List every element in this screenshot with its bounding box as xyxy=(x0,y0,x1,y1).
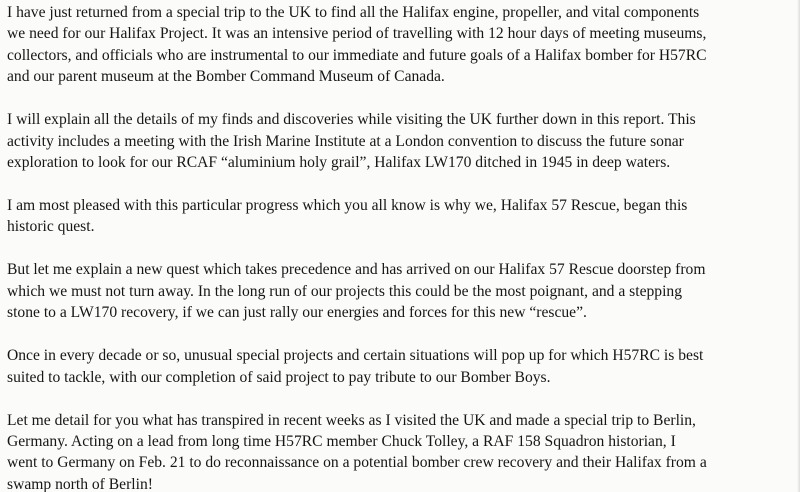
text-line: went to Germany on Feb. 21 to do reconnaissance on a potential bomber crew recovery and their Halifax from a xyxy=(7,454,707,472)
text-line: I will explain all the details of my finds and discoveries while visiting the UK further down in this report. This xyxy=(7,111,696,129)
text-line: and our parent museum at the Bomber Command Museum of Canada. xyxy=(7,68,445,86)
text-line: But let me explain a new quest which takes precedence and has arrived on our Halifax 57 Rescue doorstep from xyxy=(7,261,706,279)
paragraph-berlin-trip xyxy=(7,410,794,492)
paragraph-irish-marine-institute xyxy=(7,109,794,173)
paragraph-special-projects xyxy=(7,345,794,388)
text-line: we need for our Halifax Project. It was an intensive period of travelling with 12 hour days of meeting museums, xyxy=(7,25,707,43)
text-line: Once in every decade or so, unusual special projects and certain situations will pop up for which H57RC is best xyxy=(7,347,704,365)
text-line: exploration to look for our RCAF “aluminium holy grail”, Halifax LW170 ditched in 1945 in deep waters. xyxy=(7,154,671,172)
text-line: I am most pleased with this particular progress which you all know is why we, Halifax 57 Rescue, began this xyxy=(7,197,688,215)
text-line: Germany. Acting on a lead from long time H57RC member Chuck Tolley, a RAF 158 Squadron historian, I xyxy=(7,433,676,451)
text-line: swamp north of Berlin! xyxy=(7,475,153,492)
text-line: activity includes a meeting with the Irish Marine Institute at a London convention to discuss the future sonar xyxy=(7,132,684,150)
text-line: historic quest. xyxy=(7,218,95,236)
text-line: I have just returned from a special trip to the UK to find all the Halifax engine, propeller, and vital components xyxy=(7,4,700,21)
text-line: suited to tackle, with our completion of said project to pay tribute to our Bomber Boys. xyxy=(7,368,551,386)
paragraph-new-quest xyxy=(7,259,794,323)
text-line: collectors, and officials who are instrumental to our immediate and future goals of a Halifax bomber for H57RC xyxy=(7,46,707,64)
text-line: Let me detail for you what has transpired in recent weeks as I visited the UK and made a special trip to Berlin, xyxy=(7,411,696,429)
paragraph-progress xyxy=(7,195,794,238)
text-line: which we must not turn away. In the long run of our projects this could be the most poignant, and a stepping xyxy=(7,282,683,300)
text-line: stone to a LW170 recovery, if we can just rally our energies and forces for this new “rescue”. xyxy=(7,304,587,322)
paragraph-return-from-uk xyxy=(7,2,794,88)
